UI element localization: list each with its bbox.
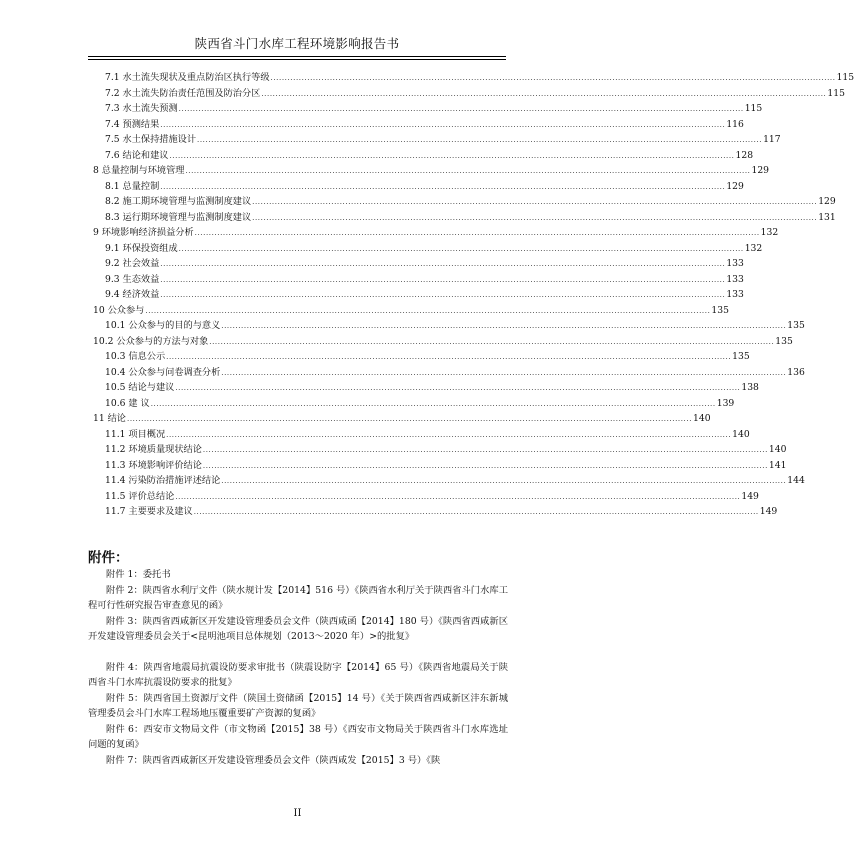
toc-entry[interactable] <box>105 256 744 271</box>
toc-entry-page: 149 <box>759 506 778 517</box>
toc-entry-title: 11.7 主要要求及建议 <box>105 506 193 517</box>
toc-entry-page: 138 <box>741 382 759 393</box>
toc-entry-page: 116 <box>726 118 744 130</box>
toc-entry-title: 9.2 社会效益 <box>105 258 160 269</box>
attachment-text: 附件 4：陕西省地震局抗震设防要求审批书（陕震设防字【2014】65 号）《陕西省地震局关于陕西省斗门水库抗震设防要求的批复》 <box>88 662 508 689</box>
toc-entry-title: 7.4 预测结果 <box>105 118 160 130</box>
attachment-item <box>88 614 508 645</box>
toc-entry[interactable] <box>105 101 763 116</box>
toc-entry-title: 10.3 信息公示 <box>105 351 166 362</box>
toc-entry-page: 129 <box>751 165 770 176</box>
toc-entry[interactable] <box>93 225 779 240</box>
toc-leader-dots: ........................................................................................................................................................................................................ <box>150 399 716 408</box>
toc-entry-page: 133 <box>726 273 744 285</box>
toc-entry[interactable] <box>105 442 787 457</box>
toc-leader-dots: ........................................................................................................................................................................................................ <box>127 415 693 423</box>
page-header-title: 陕西省斗门水库工程环境影响报告书 <box>194 36 400 51</box>
toc-leader-dots: ........................................................................................................................................................................................................ <box>221 322 787 330</box>
toc-leader-dots: ........................................................................................................................................................................................................ <box>252 198 818 206</box>
toc-entry-page: 141 <box>768 459 787 471</box>
toc-entry-title: 10 公众参与 <box>93 304 145 316</box>
toc-entry-title: 7.6 结论和建议 <box>105 149 169 161</box>
toc-entry-page: 149 <box>741 490 759 502</box>
toc-entry-page: 133 <box>726 258 744 269</box>
toc-entry[interactable] <box>105 117 744 132</box>
toc-entry-page: 136 <box>787 366 805 378</box>
toc-entry[interactable] <box>105 241 763 256</box>
toc-entry[interactable] <box>105 380 759 395</box>
toc-entry-page: 131 <box>818 211 836 223</box>
toc-leader-dots: ........................................................................................................................................................................................................ <box>193 508 759 516</box>
attachment-text: 附件 1：委托书 <box>106 569 171 580</box>
toc-entry-page: 135 <box>775 335 793 347</box>
toc-entry[interactable] <box>93 334 793 349</box>
toc-entry[interactable] <box>105 489 759 504</box>
toc-leader-dots: ........................................................................................................................................................................................................ <box>175 492 741 501</box>
toc-leader-dots: ........................................................................................................................................................................................................ <box>209 337 775 346</box>
toc-entry[interactable] <box>105 318 805 333</box>
toc-entry-title: 8.2 施工期环境管理与监测制度建议 <box>105 196 252 207</box>
toc-entry-page: 129 <box>726 180 744 192</box>
attachment-text: 附件 3：陕西省西咸新区开发建设管理委员会文件（陕西咸函【2014】180 号）《陕西省西咸新区开发建设管理委员会关于<昆明池项目总体规划（2013～2020 年）>的批复》 <box>88 616 508 643</box>
toc-entry[interactable] <box>105 70 854 85</box>
toc-leader-dots: ........................................................................................................................................................................................................ <box>252 213 818 222</box>
toc-entry-page: 140 <box>732 428 750 440</box>
toc-leader-dots: ........................................................................................................................................................................................................ <box>160 182 726 191</box>
toc-leader-dots: ........................................................................................................................................................................................................ <box>194 229 760 237</box>
toc-entry-page: 133 <box>726 289 744 300</box>
toc-leader-dots: ........................................................................................................................................................................................................ <box>160 120 726 129</box>
toc-entry-title: 7.5 水土保持措施设计 <box>105 134 197 145</box>
header-rule <box>88 56 506 57</box>
toc-entry-page: 135 <box>732 351 750 362</box>
toc-entry-title: 8.3 运行期环境管理与监测制度建议 <box>105 211 252 223</box>
toc-entry-page: 132 <box>744 242 763 254</box>
toc-entry-page: 117 <box>763 134 781 145</box>
toc-entry-page: 115 <box>827 87 845 99</box>
toc-leader-dots: ........................................................................................................................................................................................................ <box>178 105 744 113</box>
toc-entry-page: 139 <box>716 397 735 409</box>
toc-entry-title: 11 结论 <box>93 413 126 424</box>
toc-entry[interactable] <box>93 163 770 178</box>
toc-entry-page: 144 <box>787 475 805 486</box>
toc-entry[interactable] <box>105 458 787 473</box>
attachment-item <box>88 753 508 768</box>
toc-entry-page: 135 <box>787 320 805 331</box>
toc-leader-dots: ........................................................................................................................................................................................................ <box>221 368 787 377</box>
page-number: II <box>293 808 302 819</box>
toc-entry-page: 140 <box>693 413 711 424</box>
toc-entry-page: 129 <box>818 196 836 207</box>
toc-entry[interactable] <box>105 504 778 519</box>
toc-entry-title: 8 总量控制与环境管理 <box>93 165 185 176</box>
toc-entry-title: 11.3 环境影响评价结论 <box>105 459 202 471</box>
toc-entry-title: 9.1 环保投资组成 <box>105 242 178 254</box>
toc-entry-title: 7.2 水土流失防治责任范围及防治分区 <box>105 87 261 99</box>
toc-leader-dots: ........................................................................................................................................................................................................ <box>169 151 735 160</box>
toc-entry[interactable] <box>105 86 845 101</box>
toc-entry[interactable] <box>105 473 805 488</box>
attachment-item <box>88 722 508 753</box>
toc-entry-page: 135 <box>711 304 729 316</box>
attachment-text: 附件 7：陕西省西咸新区开发建设管理委员会文件（陕西咸发【2015】3 号）《陕 <box>106 755 441 766</box>
toc-entry-page: 128 <box>735 149 754 161</box>
attachment-item <box>88 691 508 722</box>
toc-entry-title: 10.1 公众参与的目的与意义 <box>105 320 221 331</box>
toc-entry-page: 140 <box>768 444 787 455</box>
toc-entry[interactable] <box>105 210 836 225</box>
toc-entry-title: 8.1 总量控制 <box>105 180 160 192</box>
attachment-text: 附件 6：西安市文物局文件（市文物函【2015】38 号）《西安市文物局关于陕西省斗门水库选址问题的复函》 <box>88 724 508 751</box>
toc-entry[interactable] <box>105 179 744 194</box>
toc-entry-title: 10.5 结论与建议 <box>105 382 175 393</box>
toc-entry-title: 11.2 环境质量现状结论 <box>105 444 202 455</box>
attachment-item <box>88 660 508 691</box>
toc-entry-title: 11.1 项目概况 <box>105 428 166 440</box>
toc-leader-dots: ........................................................................................................................................................................................................ <box>160 291 726 299</box>
toc-entry[interactable] <box>105 349 750 364</box>
toc-leader-dots: ........................................................................................................................................................................................................ <box>185 167 751 175</box>
toc-leader-dots: ........................................................................................................................................................................................................ <box>178 244 744 253</box>
toc-leader-dots: ........................................................................................................................................................................................................ <box>175 384 741 392</box>
toc-entry-page: 115 <box>744 103 763 114</box>
toc-leader-dots: ........................................................................................................................................................................................................ <box>261 89 827 98</box>
toc-leader-dots: ........................................................................................................................................................................................................ <box>166 430 732 439</box>
attachment-text: 附件 2：陕西省水利厅文件（陕水规计发【2014】516 号）《陕西省水利厅关于陕西省斗门水库工程可行性研究报告审查意见的函》 <box>88 585 508 612</box>
toc-entry-title: 7.3 水土流失预测 <box>105 103 178 114</box>
toc-entry[interactable] <box>105 132 781 147</box>
toc-entry-title: 9 环境影响经济损益分析 <box>93 227 194 238</box>
toc-leader-dots: ........................................................................................................................................................................................................ <box>145 306 711 315</box>
toc-entry-title: 7.1 水土流失现状及重点防治区执行等级 <box>105 72 270 83</box>
toc-entry-page: 115 <box>836 72 854 83</box>
toc-entry-title: 9.3 生态效益 <box>105 273 160 285</box>
toc-entry-title: 11.4 污染防治措施评述结论 <box>105 475 221 486</box>
toc-entry[interactable] <box>105 272 744 287</box>
attachment-item <box>88 567 508 582</box>
toc-leader-dots: ........................................................................................................................................................................................................ <box>202 446 768 454</box>
toc-leader-dots: ........................................................................................................................................................................................................ <box>160 275 726 284</box>
toc-entry[interactable] <box>93 411 711 426</box>
toc-entry[interactable] <box>105 194 836 209</box>
toc-entry[interactable] <box>105 365 805 380</box>
toc-leader-dots: ........................................................................................................................................................................................................ <box>166 353 732 361</box>
attachments-title: 附件： <box>88 550 129 566</box>
toc-leader-dots: ........................................................................................................................................................................................................ <box>270 74 836 82</box>
toc-entry[interactable] <box>105 148 754 163</box>
toc-entry-title: 9.4 经济效益 <box>105 289 160 300</box>
toc-leader-dots: ........................................................................................................................................................................................................ <box>160 260 726 268</box>
toc-leader-dots: ........................................................................................................................................................................................................ <box>197 136 763 144</box>
header-rule-thin <box>88 59 506 60</box>
toc-entry[interactable] <box>105 427 750 442</box>
toc-entry-title: 10.6 建 议 <box>105 397 150 409</box>
toc-entry-title: 10.2 公众参与的方法与对象 <box>93 335 209 347</box>
toc-entry[interactable] <box>93 303 729 318</box>
toc-entry[interactable] <box>105 287 744 302</box>
toc-leader-dots: ........................................................................................................................................................................................................ <box>221 477 787 485</box>
toc-entry-title: 10.4 公众参与问卷调查分析 <box>105 366 221 378</box>
attachment-item <box>88 583 508 614</box>
toc-entry-page: 132 <box>760 227 779 238</box>
toc-leader-dots: ........................................................................................................................................................................................................ <box>202 461 768 470</box>
attachment-text: 附件 5：陕西省国土资源厅文件（陕国土资储函【2015】14 号）《关于陕西省西咸新区沣东新城管理委员会斗门水库工程场地压覆重要矿产资源的复函》 <box>88 693 508 720</box>
toc-entry[interactable] <box>105 396 735 411</box>
toc-entry-title: 11.5 评价总结论 <box>105 490 175 502</box>
